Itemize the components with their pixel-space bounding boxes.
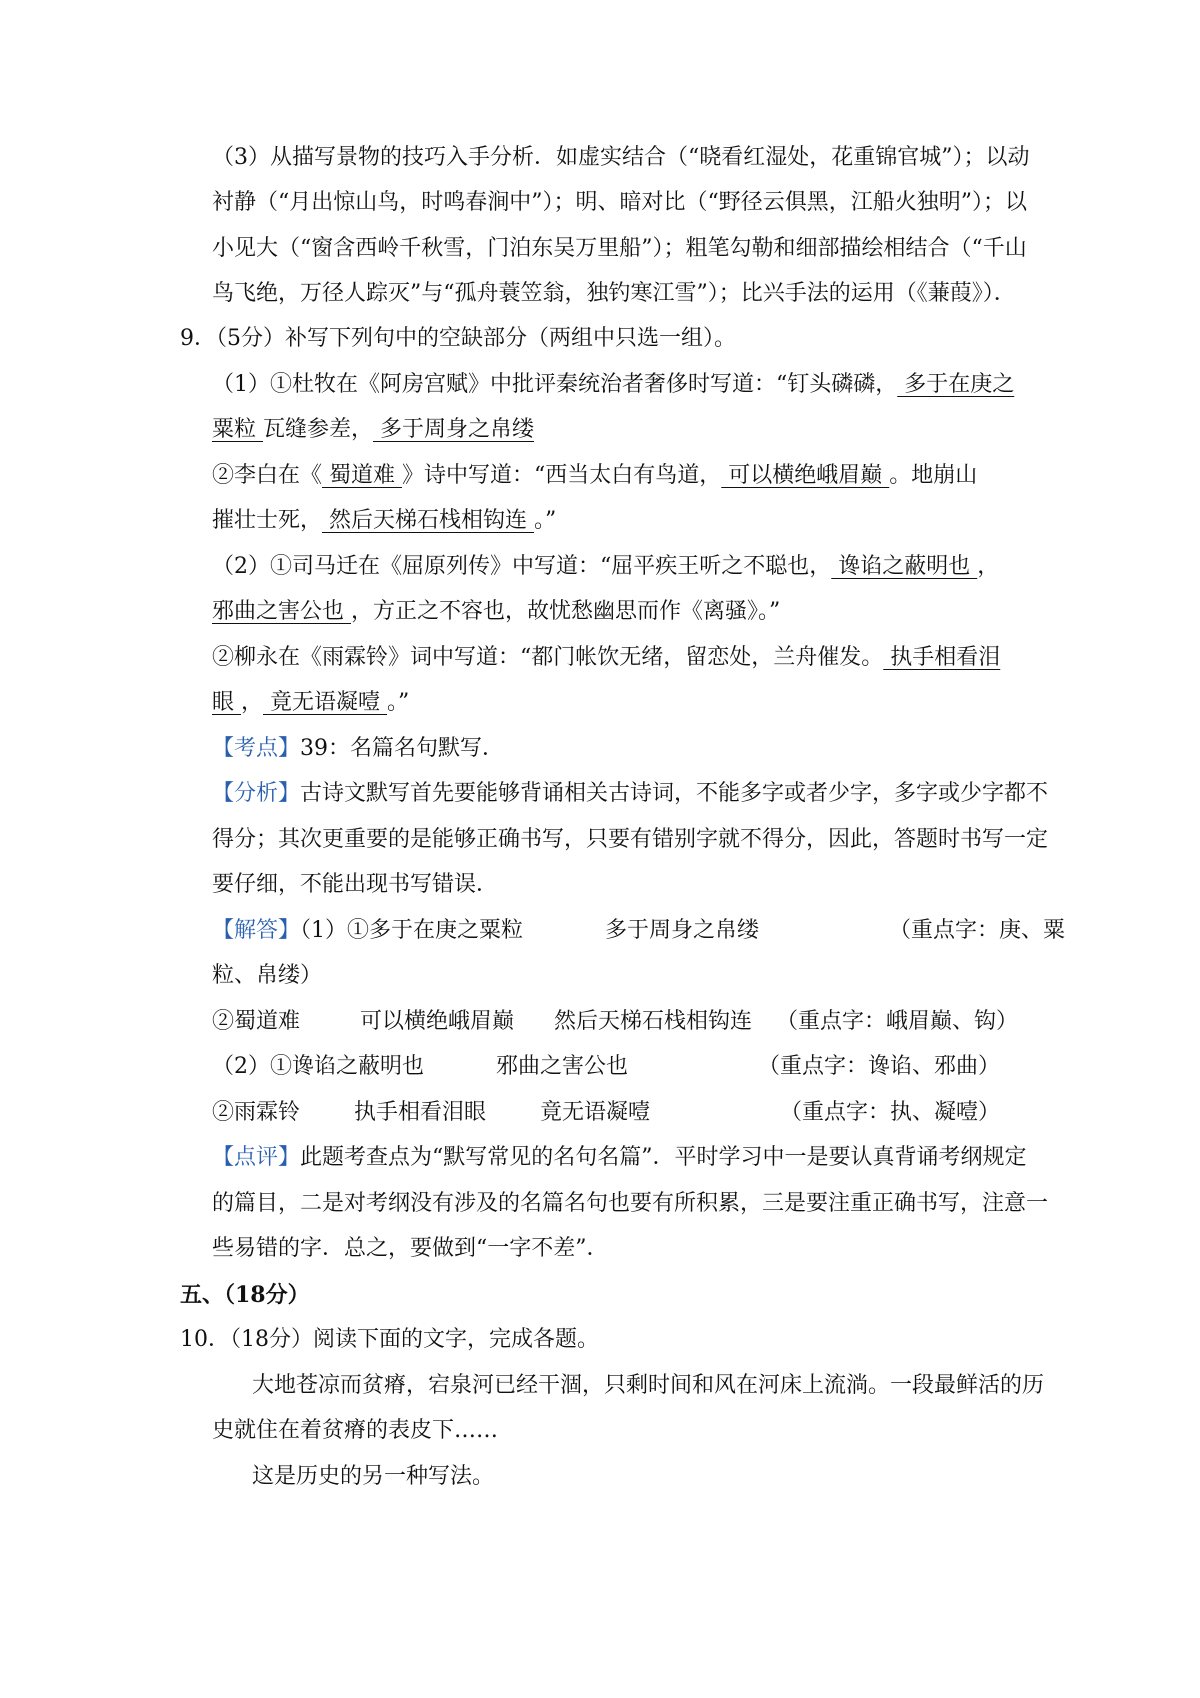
kaodian-tag: 【考点】 xyxy=(212,736,301,761)
blank-answer: 粟粒 xyxy=(212,417,263,442)
q9-item-3-line-1: （2）①司马迁在《屈原列传》中写道：“屈平疾王听之不聪也， 谗谄之蔽明也 ， xyxy=(212,554,1000,579)
question-10-header: 10．（18分）阅读下面的文字，完成各题。 xyxy=(180,1327,599,1352)
dianping-line-3: 些易错的字．总之，要做到“一字不差”． xyxy=(212,1236,609,1261)
question-9-header: 9．（5分）补写下列句中的空缺部分（两组中只选一组）。 xyxy=(180,326,736,351)
kaodian-line: 【考点】39：名篇名句默写． xyxy=(212,736,505,761)
q8-answer-line-3: 小见大（“窗含西岭千秋雪，门泊东吴万里船”）；粗笔勾勒和细部描绘相结合（“千山 xyxy=(212,236,1027,261)
q9-item-4-line-2: 眼 ， 竟无语凝噎 。” xyxy=(212,690,410,715)
section-5-title: 五、（18分） xyxy=(180,1282,310,1308)
q9-item-4-line-1: ②柳永在《雨霖铃》词中写道：“都门帐饮无绪，留恋处，兰舟催发。 执手相看泪 xyxy=(212,645,1001,670)
blank-answer: 可以横绝峨眉巅 xyxy=(721,463,890,488)
q9-item-1-line-1: （1）①杜牧在《阿房宫赋》中批评秦统治者奢侈时写道：“钉头磷磷， 多于在庚之 xyxy=(212,372,1015,397)
q10-passage-line-2: 史就住在着贫瘠的表皮下…… xyxy=(212,1418,499,1443)
blank-answer: 然后天梯石栈相钩连 xyxy=(322,508,535,533)
dianping-line-1: 【点评】此题考查点为“默写常见的名句名篇”．平时学习中一是要认真背诵考纲规定 xyxy=(212,1145,1027,1170)
jieda-line-4: （2）①谗谄之蔽明也 邪曲之害公也 （重点字：谗谄、邪曲） xyxy=(212,1054,1001,1079)
q9-item-2-line-1: ②李白在《 蜀道难 》诗中写道：“西当太白有鸟道， 可以横绝峨眉巅 。地崩山 xyxy=(212,463,978,488)
jieda-line-1: 【解答】（1）①多于在庚之粟粒 多于周身之帛缕 （重点字：庚、粟 xyxy=(212,918,1066,943)
jieda-line-5: ②雨霖铃 执手相看泪眼 竟无语凝噎 （重点字：执、凝噎） xyxy=(212,1100,1001,1125)
q10-passage-line-1: 大地苍凉而贫瘠，宕泉河已经干涸，只剩时间和风在河床上流淌。一段最鲜活的历 xyxy=(252,1373,1045,1398)
blank-answer: 眼 xyxy=(212,690,241,715)
blank-answer: 多于周身之帛缕 xyxy=(373,417,535,442)
q9-item-2-line-2: 摧壮士死， 然后天梯石栈相钩连 。” xyxy=(212,508,557,533)
dianping-line-2: 的篇目，二是对考纲没有涉及的名篇名句也要有所积累，三是要注重正确书写，注意一 xyxy=(212,1191,1049,1216)
fenxi-line-3: 要仔细，不能出现书写错误． xyxy=(212,872,499,897)
q8-answer-line-1: （3）从描写景物的技巧入手分析．如虚实结合（“晓看红湿处，花重锦官城”）；以动 xyxy=(212,145,1030,170)
dianping-tag: 【点评】 xyxy=(212,1145,301,1170)
q9-item-3-line-2: 邪曲之害公也 ，方正之不容也，故忧愁幽思而作《离骚》。” xyxy=(212,599,781,624)
blank-answer: 竟无语凝噎 xyxy=(263,690,388,715)
q8-answer-line-2: 衬静（“月出惊山鸟，时鸣春涧中”）；明、暗对比（“野径云俱黑，江船火独明”）；以 xyxy=(212,190,1027,215)
fenxi-line-2: 得分；其次更重要的是能够正确书写，只要有错别字就不得分，因此，答题时书写一定 xyxy=(212,827,1049,852)
blank-answer: 谗谄之蔽明也 xyxy=(831,554,978,579)
blank-answer: 多于在庚之 xyxy=(897,372,1015,397)
blank-answer: 蜀道难 xyxy=(322,463,403,488)
q9-item-1-line-2: 粟粒 瓦缝参差， 多于周身之帛缕 xyxy=(212,417,535,442)
blank-answer: 执手相看泪 xyxy=(883,645,1001,670)
q8-answer-line-4: 鸟飞绝，万径人踪灭”与“孤舟蓑笠翁，独钓寒江雪”）；比兴手法的运用（《蒹葭》）． xyxy=(212,281,1016,306)
jieda-tag: 【解答】 xyxy=(212,918,301,943)
jieda-line-2: 粒、帛缕） xyxy=(212,963,323,988)
fenxi-line-1: 【分析】古诗文默写首先要能够背诵相关古诗词，不能多字或者少字，多字或少字都不 xyxy=(212,781,1049,806)
jieda-line-3: ②蜀道难 可以横绝峨眉巅 然后天梯石栈相钩连 （重点字：峨眉巅、钩） xyxy=(212,1009,1019,1034)
blank-answer: 邪曲之害公也 xyxy=(212,599,351,624)
q10-passage-line-3: 这是历史的另一种写法。 xyxy=(252,1464,495,1489)
fenxi-tag: 【分析】 xyxy=(212,781,301,806)
